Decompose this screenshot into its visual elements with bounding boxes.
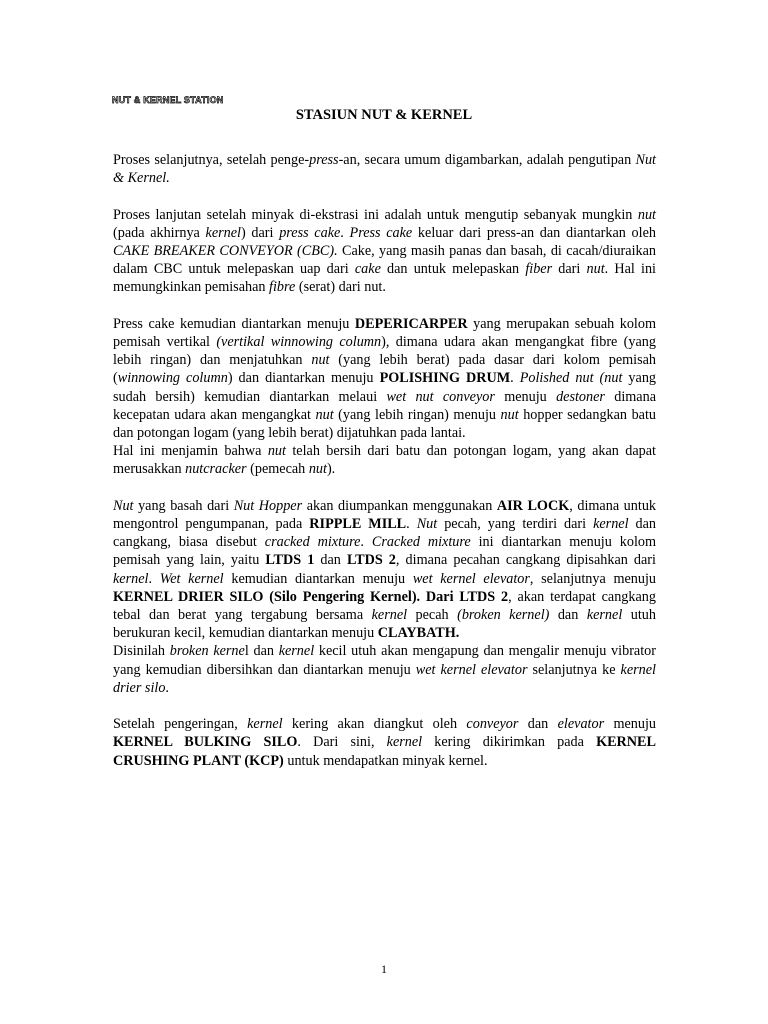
bold-run: LTDS 2: [346, 552, 396, 569]
text-run: Cake, yang masih panas dan basah, di cacah/diuraikan dalam CBC untuk melepaskan uap dari: [113, 243, 656, 278]
text-run: kecil utuh akan mengapung dan mengalir menuju vibrator yang kemudian dibersihkan dan diantarkan menuju: [113, 643, 656, 678]
text-run: . Dari sini,: [297, 734, 387, 751]
text-run: ), dimana udara akan mengangkat fibre (yang lebih ringan) dan menjatuhkan: [113, 334, 656, 369]
italic-run: wet nut conveyor: [386, 388, 495, 405]
text-run: (yang lebih ringan) menuju: [333, 406, 501, 423]
text-run: , akan terdapat cangkang tebal dan berat yang tergabung bersama: [113, 588, 656, 624]
bold-run: DEPERICARPER: [354, 315, 468, 332]
text-run: dan: [518, 716, 558, 733]
document-body: [113, 151, 656, 788]
italic-run: winnowing column: [117, 370, 228, 387]
text-run: (pada akhirnya: [113, 224, 206, 241]
italic-run: nut: [586, 261, 605, 278]
italic-run: conveyor: [466, 716, 519, 733]
italic-run: nut: [311, 352, 330, 369]
text-run: dimana kecepatan udara akan mengangkat: [113, 388, 656, 423]
page-title-text: STASIUN NUT & KERNEL: [295, 107, 473, 123]
italic-run: Nut Hopper: [233, 497, 303, 514]
italic-run: Nut & Kernel.: [113, 152, 656, 187]
italic-run: kernel: [386, 734, 423, 751]
text-run: pecah: [407, 607, 458, 624]
italic-run: nutcracker: [185, 461, 247, 478]
bold-run: POLISHING DRUM: [379, 370, 511, 387]
text-run: Disinilah: [113, 643, 170, 660]
italic-run: (vertikal winnowing column: [216, 334, 382, 350]
text-run: dan: [314, 552, 347, 569]
text-run: .: [165, 679, 169, 696]
text-run: akan diumpankan menggunakan: [302, 497, 497, 514]
italic-run: CAKE BREAKER CONVEYOR (CBC).: [113, 243, 338, 259]
text-run: Hal ini menjamin bahwa: [113, 443, 268, 460]
italic-run: nut: [315, 406, 334, 423]
italic-run: cake: [354, 261, 381, 278]
italic-run: elevator: [557, 716, 605, 733]
text-run: -an, secara umum digambarkan, adalah pengutipan: [338, 152, 636, 168]
text-run: (pemecah: [246, 461, 309, 478]
italic-run: kernel drier silo: [113, 661, 656, 696]
bold-run: KERNEL DRIER SILO (Silo Pengering Kernel). Dari LTDS 2: [113, 588, 509, 605]
italic-run: kernel: [278, 643, 315, 660]
italic-run: wet kernel elevator: [415, 661, 528, 678]
paragraph-4: [113, 442, 656, 478]
text-run: Setelah pengeringan,: [113, 716, 248, 733]
bold-run: CLAYBATH.: [377, 625, 460, 642]
italic-run: cracked mixture: [264, 534, 361, 551]
italic-run: kernel: [247, 716, 283, 733]
text-run: pecah, yang terdiri dari: [437, 516, 594, 533]
italic-run: Nut: [113, 497, 134, 514]
italic-run: nut: [308, 461, 327, 478]
text-run: yang basah dari: [133, 497, 234, 514]
italic-run: fibre: [269, 279, 296, 296]
text-run: (serat) dari nut.: [295, 279, 386, 296]
text-run: menuju: [494, 388, 557, 405]
italic-run: Cracked mixture: [371, 534, 471, 551]
paragraph-6: [113, 642, 656, 697]
text-run: Proses selanjutnya, setelah penge-: [113, 152, 310, 168]
text-run: .: [360, 534, 372, 551]
text-run: .: [510, 370, 520, 387]
italic-run: kernel: [586, 607, 623, 624]
page-number: 1: [381, 962, 387, 976]
italic-run: kernel: [371, 607, 408, 624]
text-run: .: [148, 570, 160, 587]
paragraph-2: [113, 206, 656, 297]
text-run: telah bersih dari batu dan potongan logam, yang akan dapat merusakkan: [113, 443, 656, 478]
italic-run: fiber: [525, 261, 553, 278]
text-run: , dimana untuk mengontrol pengumpanan, pada: [113, 497, 657, 533]
italic-run: destoner: [556, 388, 605, 405]
text-run: hopper sedangkan batu dan potongan logam (yang lebih berat) dijatuhkan pada lantai.: [113, 406, 656, 442]
italic-run: wet kernel elevator: [412, 570, 530, 587]
italic-run: Press cake: [349, 224, 413, 241]
text-run: , dimana pecahan cangkang dipisahkan dari: [395, 552, 656, 569]
italic-run: nut: [267, 443, 286, 460]
text-run: dan cangkang, biasa disebut: [113, 516, 657, 551]
text-run: dari: [552, 261, 587, 278]
text-run: Proses lanjutan setelah minyak di-ekstrasi ini adalah untuk mengutip sebanyak mungkin: [113, 206, 638, 223]
text-run: ) dan diantarkan menuju: [227, 370, 380, 387]
italic-run: broken kerne: [169, 643, 245, 660]
text-run: utuh berukuran kecil, kemudian diantarkan menuju: [113, 607, 656, 642]
italic-run: kernel: [593, 516, 629, 533]
text-run: l dan: [244, 643, 279, 660]
italic-run: nut: [500, 406, 519, 423]
page-title: [0, 106, 768, 124]
text-run: , selanjutnya menuju: [529, 570, 657, 587]
text-run: ) dari: [241, 224, 280, 241]
bold-run: KERNEL CRUSHING PLANT (KCP): [113, 734, 656, 769]
text-run: ini diantarkan menuju kolom pemisah yang lain, yaitu: [113, 534, 657, 569]
italic-run: press cake: [279, 224, 341, 241]
text-run: . Hal ini memungkinkan pemisahan: [113, 261, 656, 296]
italic-run: (broken kernel): [457, 607, 550, 624]
paragraph-7: [113, 715, 656, 770]
text-run: keluar dari press-an dan diantarkan oleh: [412, 224, 656, 241]
bold-run: LTDS 1: [265, 552, 315, 569]
header-mark: NUT & KERNEL STATION: [112, 95, 224, 105]
text-run: .: [340, 224, 350, 241]
text-run: untuk mendapatkan minyak kernel.: [283, 752, 488, 769]
text-run: yang merupakan sebuah kolom pemisah vertikal: [113, 315, 656, 350]
bold-run: KERNEL BULKING SILO: [113, 734, 298, 751]
italic-run: nut: [637, 206, 656, 223]
paragraph-5: [113, 497, 656, 643]
text-run: dan: [549, 607, 587, 624]
text-run: kering akan diangkut oleh: [282, 716, 467, 733]
text-run: kemudian diantarkan menuju: [223, 570, 413, 587]
text-run: menuju: [604, 716, 656, 733]
paragraph-3: [113, 315, 656, 442]
italic-run: Polished nut (nut: [519, 370, 623, 387]
text-run: ).: [326, 461, 336, 478]
bold-run: AIR LOCK: [496, 497, 570, 514]
italic-run: Nut: [416, 516, 438, 533]
italic-run: press: [309, 152, 339, 168]
italic-run: kernel: [205, 224, 241, 241]
bold-run: RIPPLE MILL: [309, 516, 407, 533]
text-run: Press cake kemudian diantarkan menuju: [113, 315, 355, 332]
text-run: (yang lebih berat) pada dasar dari kolom pemisah (: [113, 352, 657, 387]
text-run: .: [406, 516, 417, 533]
italic-run: kernel: [113, 570, 149, 587]
text-run: kering dikirimkan pada: [422, 734, 597, 751]
text-run: dan untuk melepaskan: [380, 261, 526, 278]
text-run: selanjutnya ke: [527, 661, 621, 678]
text-run: yang sudah bersih) kemudian diantarkan melaui: [113, 370, 657, 405]
paragraph-1: [113, 151, 656, 187]
italic-run: Wet kernel: [159, 570, 224, 587]
